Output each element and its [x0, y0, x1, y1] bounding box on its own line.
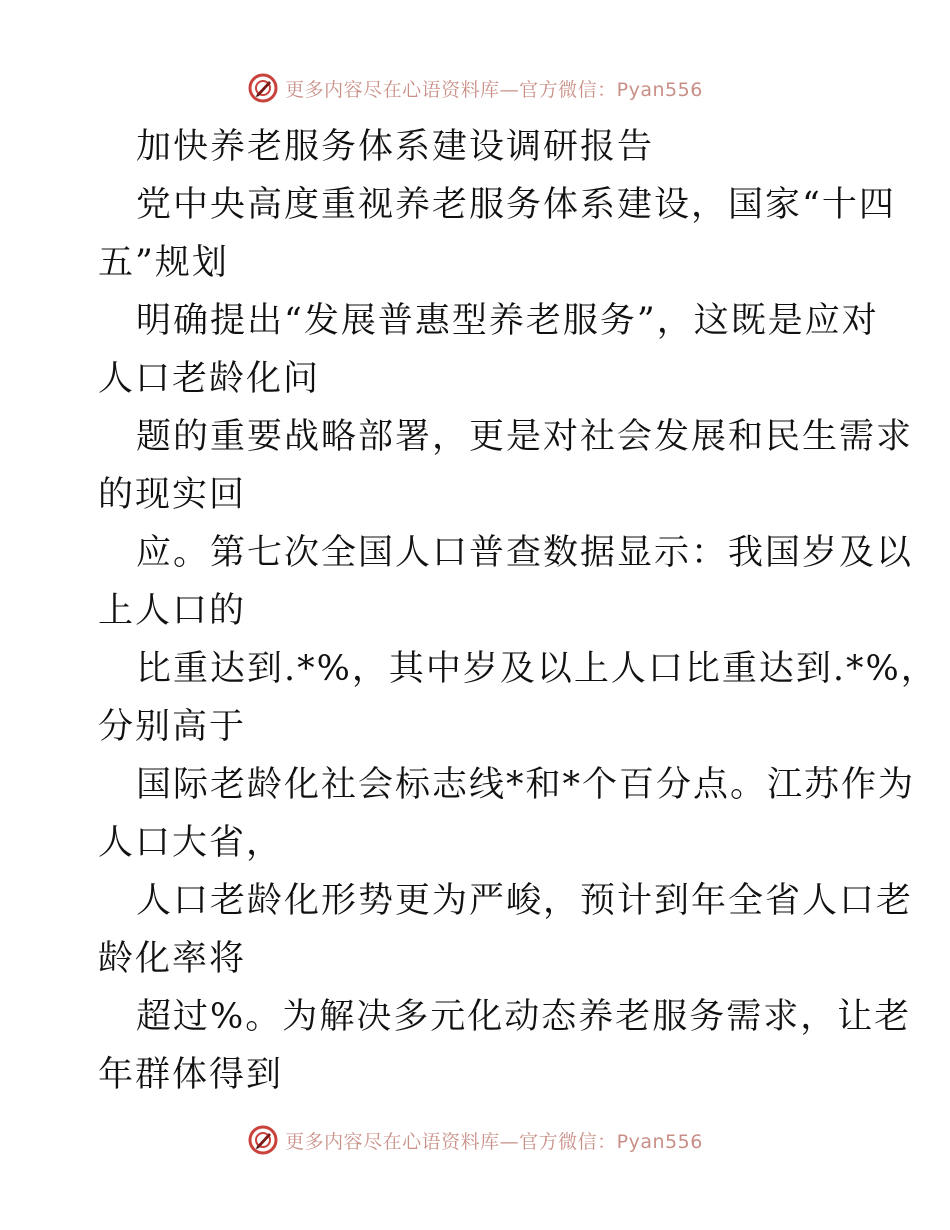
text-line: 龄化率将: [98, 939, 247, 979]
text-line: 年群体得到: [98, 1055, 284, 1095]
text-line: 党中央高度重视养老服务体系建设，国家“十四: [136, 185, 896, 225]
text-line: 超过%。为解决多元化动态养老服务需求，让老: [136, 997, 912, 1037]
watermark-text: 更多内容尽在心语资料库—官方微信：Pyan556: [285, 1130, 703, 1153]
text-line: 的现实回: [98, 475, 247, 515]
text-line: 人口老龄化问: [98, 359, 321, 399]
document-body: [98, 118, 938, 1104]
text-line: 比重达到.*%，其中岁及以上人口比重达到.*%，: [136, 649, 938, 689]
header-watermark: [0, 68, 950, 108]
text-line: 人口老龄化形势更为严峻，预计到年全省人口老: [136, 881, 914, 921]
text-line: 分别高于: [98, 707, 247, 747]
text-line: 国际老龄化社会标志线*和*个百分点。江苏作为: [136, 765, 916, 805]
text-line: 上人口的: [98, 591, 247, 631]
brand-logo-icon: [247, 1124, 279, 1156]
text-line: 明确提出“发展普惠型养老服务”，这既是应对: [136, 301, 879, 341]
text-line: 应。第七次全国人口普查数据显示：我国岁及以: [136, 533, 914, 573]
watermark-text: 更多内容尽在心语资料库—官方微信：Pyan556: [285, 78, 703, 101]
text-line: 五”规划: [98, 243, 229, 283]
footer-watermark: [0, 1120, 950, 1160]
text-line: 人口大省，: [98, 823, 284, 863]
brand-logo-icon: [247, 72, 279, 104]
text-line: 加快养老服务体系建设调研报告: [136, 127, 655, 167]
text-line: 题的重要战略部署，更是对社会发展和民生需求: [136, 417, 914, 457]
